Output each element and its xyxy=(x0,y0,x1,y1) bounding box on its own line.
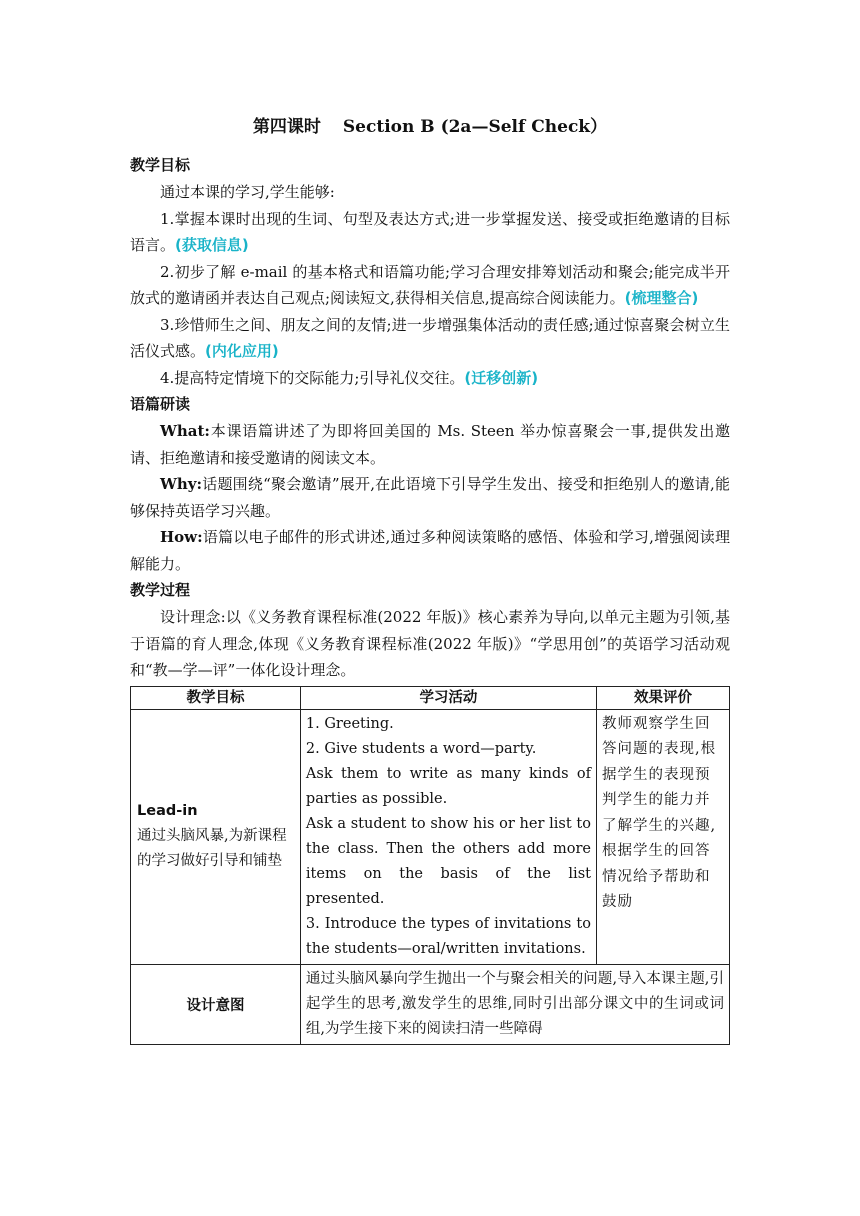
lesson-table xyxy=(130,686,730,1045)
header-objective: 教学目标 xyxy=(131,686,301,709)
design-concept: 设计理念:以《义务教育课程标准(2022 年版)》核心素养为导向,以单元主题为引领,基于语篇的育人理念,体现《义务教育课程标准(2022 年版)》“学思用创”的英语学习活动观和“教—学—评”一体化设计理念。 xyxy=(130,608,730,679)
lesson-title-part2: Section B (2a—Self Check） xyxy=(342,117,608,137)
objective-tag: (迁移创新) xyxy=(464,368,539,387)
table-row xyxy=(131,709,730,964)
leadin-label: Lead-in xyxy=(137,803,198,819)
document-page xyxy=(130,112,730,1045)
objective-item: 2.初步了解 e-mail 的基本格式和语篇功能;学习合理安排筹划活动和聚会;能完成半开放式的邀请函并表达自己观点;阅读短文,获得相关信息,提高综合阅读能力。(梳理整合) xyxy=(130,262,730,307)
header-evaluation: 效果评价 xyxy=(596,686,729,709)
activity-line: Ask them to write as many kinds of parties as possible. xyxy=(305,765,591,807)
activity-line: 3. Introduce the types of invitations to the students—oral/written invitations. xyxy=(305,915,591,957)
objective-tag: (梳理整合) xyxy=(624,289,699,307)
analysis-heading: 语篇研读 xyxy=(130,395,191,413)
table-header-row xyxy=(131,686,730,709)
intent-text: 通过头脑风暴向学生抛出一个与聚会相关的问题,导入本课主题,引起学生的思考,激发学生的思维,同时引出部分课文中的生词或词组,为学生接下来的阅读扫清一些障碍 xyxy=(300,964,729,1044)
activity-line: 2. Give students a word—party. xyxy=(305,740,537,757)
evaluation-cell: 教师观察学生回答问题的表现,根据学生的表现预判学生的能力并了解学生的兴趣,根据学生的回答情况给予帮助和鼓励 xyxy=(596,709,729,964)
lesson-title xyxy=(130,112,730,142)
objective-tag: (内化应用) xyxy=(205,342,279,360)
objectives-intro: 通过本课的学习,学生能够: xyxy=(160,183,335,201)
objectives-heading: 教学目标 xyxy=(130,156,191,174)
process-heading: 教学过程 xyxy=(130,581,191,599)
header-activity: 学习活动 xyxy=(300,686,596,709)
leadin-cell xyxy=(131,709,301,964)
analysis-why: Why:话题围绕“聚会邀请”展开,在此语境下引导学生发出、接受和拒绝别人的邀请,能够保持英语学习兴趣。 xyxy=(130,475,730,520)
objective-item: 4.提高特定情境下的交际能力;引导礼仪交往。(迁移创新) xyxy=(160,368,539,387)
table-row xyxy=(131,964,730,1044)
objective-tag: (获取信息) xyxy=(175,236,249,254)
lesson-title-part1: 第四课时 xyxy=(252,117,321,137)
analysis-how: How:语篇以电子邮件的形式讲述,通过多种阅读策略的感悟、体验和学习,增强阅读理解能力。 xyxy=(130,528,730,573)
objective-item: 3.珍惜师生之间、朋友之间的友情;进一步增强集体活动的责任感;通过惊喜聚会树立生活仪式感。(内化应用) xyxy=(130,315,730,360)
activity-line: 1. Greeting. xyxy=(305,715,394,732)
activity-line: Ask a student to show his or her list to the class. Then the others add more items on the basis of the list presented. xyxy=(305,815,591,907)
analysis-what: What:本课语篇讲述了为即将回美国的 Ms. Steen 举办惊喜聚会一事,提供发出邀请、拒绝邀请和接受邀请的阅读文本。 xyxy=(130,422,730,467)
leadin-text: 通过头脑风暴,为新课程的学习做好引导和铺垫 xyxy=(137,828,287,869)
activity-cell xyxy=(300,709,596,964)
intent-label: 设计意图 xyxy=(131,964,301,1044)
objective-item: 1.掌握本课时出现的生词、句型及表达方式;进一步掌握发送、接受或拒绝邀请的目标语言。(获取信息) xyxy=(130,209,730,254)
